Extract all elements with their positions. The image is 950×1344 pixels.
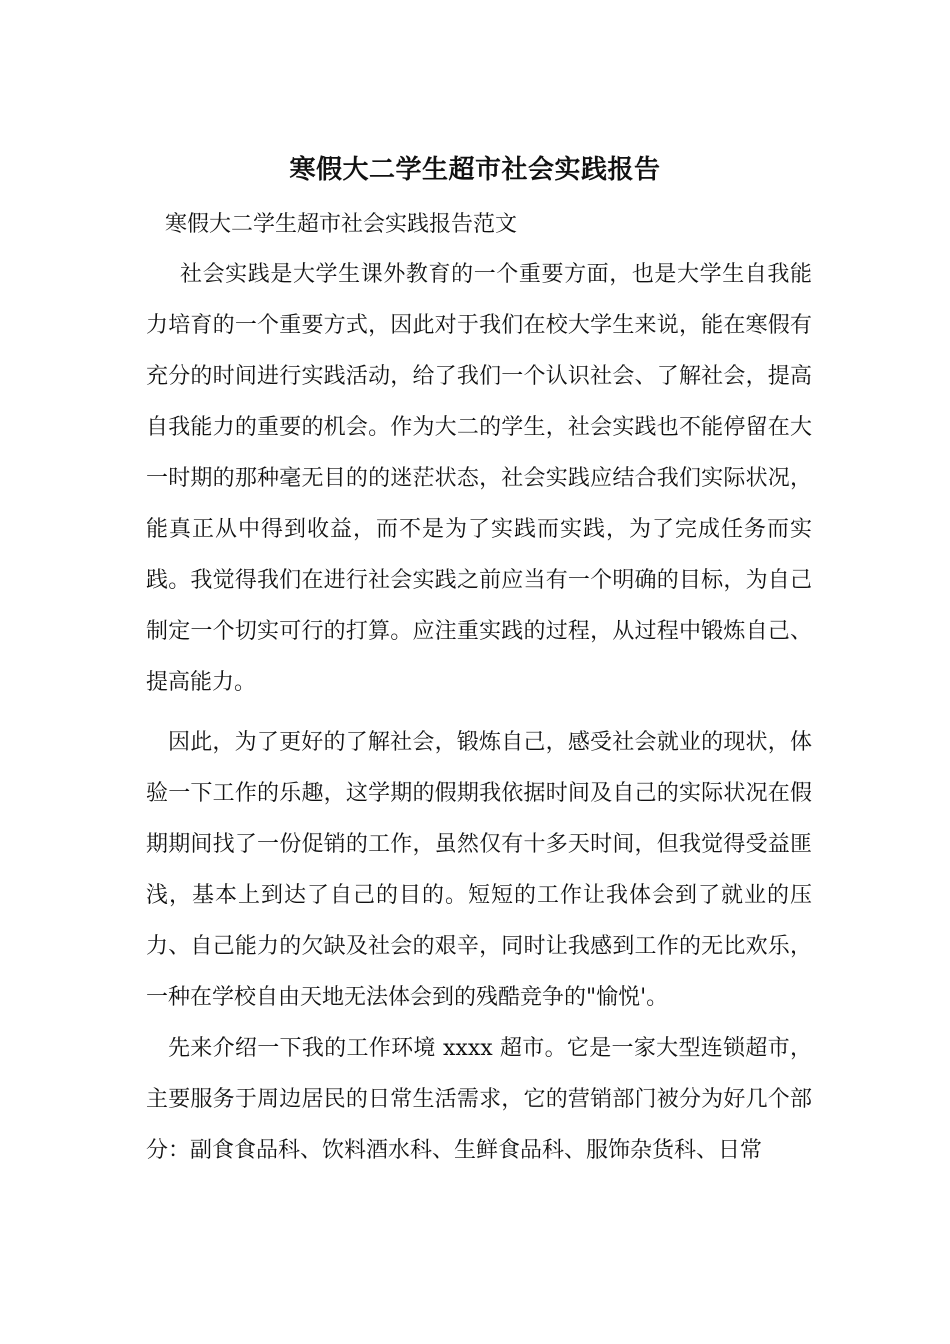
paragraph-motivation: 因此，为了更好的了解社会，锻炼自己，感受社会就业的现状，体验一下工作的乐趣，这学期的假期我依据时间及自己的实际状况在假期期间找了一份促销的工作，虽然仅有十多天时间，但我觉得受益匪浅，基本上到达了自己的目的。短短的工作让我体会到了就业的压力、自己能力的欠缺及社会的艰辛，同时让我感到工作的无比欢乐，一种在学校自由天地无法体会到的残酷竞争的"愉悦'。 <box>146 730 812 1010</box>
paragraph-intro: 社会实践是大学生课外教育的一个重要方面，也是大学生自我能力培育的一个重要方式，因此对于我们在校大学生来说，能在寒假有充分的时间进行实践活动，给了我们一个认识社会、了解社会，提高自我能力的重要的机会。作为大二的学生，社会实践也不能停留在大一时期的那种毫无目的的迷茫状态，社会实践应结合我们实际状况，能真正从中得到收益，而不是为了实践而实践，为了完成任务而实践。我觉得我们在进行社会实践之前应当有一个明确的目标，为自己制定一个切实可行的打算。应注重实践的过程，从过程中锻炼自己、提高能力。 <box>146 262 812 695</box>
document-title: 寒假大二学生超市社会实践报告 <box>289 155 661 185</box>
document-subtitle: 寒假大二学生超市社会实践报告范文 <box>165 212 518 237</box>
paragraph-workplace: 先来介绍一下我的工作环境 xxxx 超市。它是一家大型连锁超市，主要服务于周边居民的日常生活需求，它的营销部门被分为好几个部分：副食食品科、饮料酒水科、生鲜食品科、服饰杂货科、日常 <box>146 1036 812 1163</box>
